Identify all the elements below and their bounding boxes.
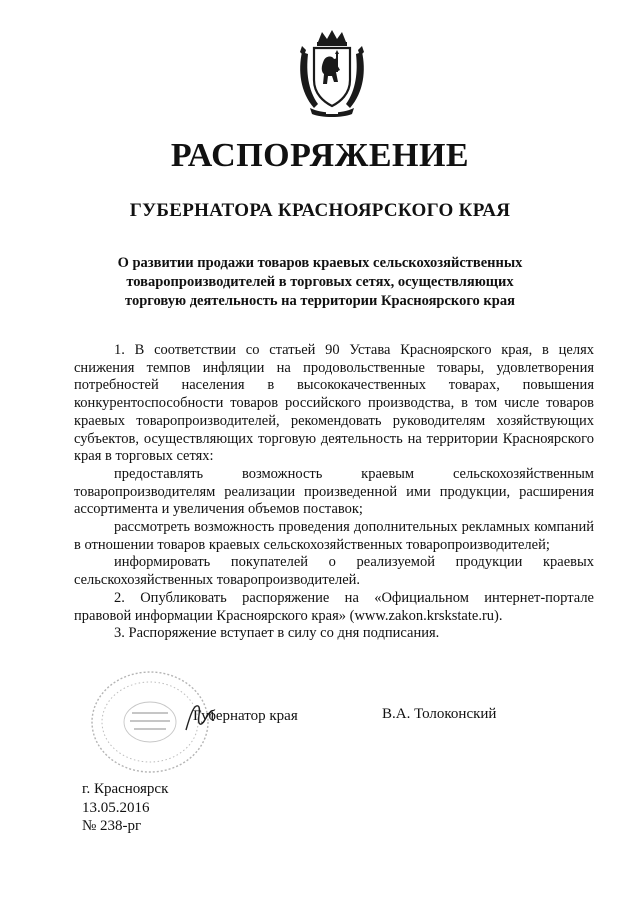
body-paragraph: предоставлять возможность краевым сельскохозяйственным товаропроизводителям реализации произведенной ими продукции, расширения ассортимента и увеличения объемов поставок;: [74, 465, 594, 518]
document-body: [74, 342, 594, 643]
body-paragraph: информировать покупателей о реализуемой продукции краевых сельскохозяйственных товаропроизводителей.: [74, 554, 594, 589]
document-number: № 238-рг: [82, 818, 142, 834]
body-paragraph: 1. В соответствии со статьей 90 Устава Красноярского края, в целях снижения темпов инфляции на продовольственные товары, удовлетворения потребностей населения в высококачественных товарах, повышения конкурентоспособности товаров российского производства, в том числе товаров краевых товаропроизводителей, рекомендовать руководителям хозяйствующих субъектов, осуществляющих торговую деятельность на территории Красноярского края в торговых сетях:: [74, 342, 594, 465]
coat-of-arms-icon: [296, 30, 368, 118]
document-heading: О развитии продажи товаров краевых сельскохозяйственных товаропроизводителей в торговых сетях, осуществляющих торговую деятельность на территории Красноярского края: [117, 255, 523, 309]
document-subtitle: ГУБЕРНАТОРА КРАСНОЯРСКОГО КРАЯ: [129, 200, 511, 221]
body-paragraph: 2. Опубликовать распоряжение на «Официальном интернет-портале правовой информации Красноярского края» (www.zakon.krskstate.ru).: [74, 589, 594, 624]
document-footer: [82, 780, 168, 836]
body-paragraph: 3. Распоряжение вступает в силу со дня подписания.: [114, 625, 440, 642]
signatory-position: Губернатор края: [193, 708, 298, 724]
signatory-name: В.А. Толоконский: [382, 706, 497, 722]
issue-city: г. Красноярск: [82, 781, 169, 797]
body-paragraph: рассмотреть возможность проведения дополнительных рекламных компаний в отношении товаров краевых сельскохозяйственных товаропроизводителей;: [74, 519, 594, 553]
document-title: РАСПОРЯЖЕНИЕ: [170, 137, 470, 174]
issue-date: 13.05.2016: [82, 799, 150, 816]
